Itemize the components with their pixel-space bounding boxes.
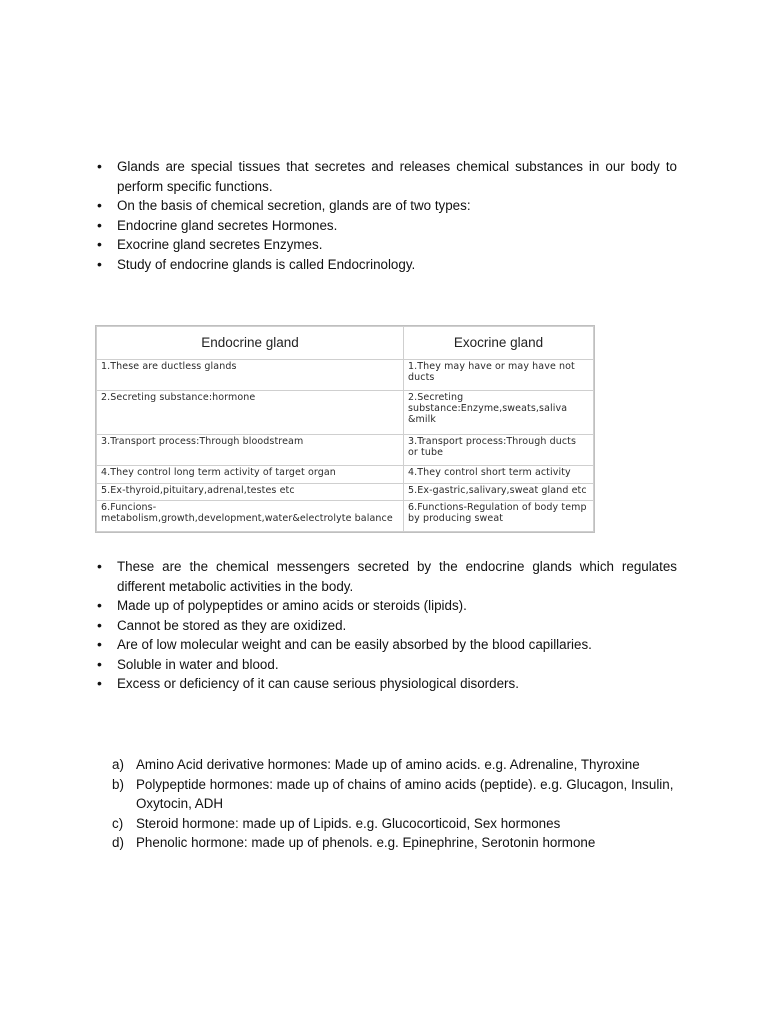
table-cell: 6.Functions-Regulation of body temp by producing sweat: [404, 501, 594, 532]
list-item: • Endocrine gland secretes Hormones.: [97, 216, 677, 236]
list-item: [112, 755, 682, 775]
list-item-text: Amino Acid derivative hormones: Made up of amino acids. e.g. Adrenaline, Thyroxine: [136, 757, 640, 772]
list-item-text: Polypeptide hormones: made up of chains of amino acids (peptide). e.g. Glucagon, Insulin, Oxytocin, ADH: [136, 776, 674, 811]
table-row: [97, 483, 594, 500]
exocrine-column-header: Exocrine gland: [404, 327, 594, 360]
table-cell: 3.Transport process:Through bloodstream: [97, 435, 404, 466]
list-item: • Glands are special tissues that secretes and releases chemical substances in our body to perform specific functions.: [97, 157, 677, 196]
table-row: [97, 390, 594, 435]
list-item-text: Phenolic hormone: made up of phenols. e.g. Epinephrine, Serotonin hormone: [136, 835, 596, 850]
list-item: • Are of low molecular weight and can be easily absorbed by the blood capillaries.: [97, 635, 677, 655]
table-cell: 2.Secreting substance:Enzyme,sweats,saliva &milk: [404, 390, 594, 435]
list-marker: b): [112, 776, 124, 792]
table-cell: 4.They control short term activity: [404, 466, 594, 483]
list-item: • On the basis of chemical secretion, glands are of two types:: [97, 196, 677, 216]
list-item: • Study of endocrine glands is called Endocrinology.: [97, 255, 677, 275]
table-row: [97, 360, 594, 391]
list-marker: a): [112, 757, 124, 772]
list-item: • Made up of polypeptides or amino acids or steroids (lipids).: [97, 596, 677, 616]
list-marker: c): [112, 815, 124, 831]
table-header-row: [97, 327, 594, 360]
gland-comparison-table: [95, 325, 595, 533]
table-cell: 4.They control long term activity of target organ: [97, 466, 404, 483]
list-item: [112, 775, 682, 814]
table-cell: 5.Ex-gastric,salivary,sweat gland etc: [404, 483, 594, 500]
table-cell: 6.Funcions-metabolism,growth,development,water&electrolyte balance: [97, 501, 404, 532]
endocrine-column-header: Endocrine gland: [97, 327, 404, 360]
list-item: [112, 833, 682, 853]
list-item: • Excess or deficiency of it can cause serious physiological disorders.: [97, 674, 677, 694]
table-row: [97, 466, 594, 483]
table-cell: 1.These are ductless glands: [97, 360, 404, 391]
list-item: • Cannot be stored as they are oxidized.: [97, 616, 677, 636]
table-cell: 5.Ex-thyroid,pituitary,adrenal,testes etc: [97, 483, 404, 500]
list-item: • Exocrine gland secretes Enzymes.: [97, 235, 677, 255]
table-cell: 1.They may have or may have not ducts: [404, 360, 594, 391]
list-item: • These are the chemical messengers secreted by the endocrine glands which regulates different metabolic activities in the body.: [97, 557, 677, 596]
intro-bullet-list: [97, 157, 677, 274]
hormone-bullet-list: [97, 557, 677, 694]
table-cell: 3.Transport process:Through ducts or tube: [404, 435, 594, 466]
list-item-text: Steroid hormone: made up of Lipids. e.g. Glucocorticoid, Sex hormones: [136, 815, 561, 831]
list-marker: d): [112, 835, 124, 850]
table-row: [97, 435, 594, 466]
table-row: [97, 501, 594, 532]
table-cell: 2.Secreting substance:hormone: [97, 390, 404, 435]
hormone-types-list: [112, 755, 682, 853]
list-item: • Soluble in water and blood.: [97, 655, 677, 675]
list-item: [112, 814, 682, 834]
